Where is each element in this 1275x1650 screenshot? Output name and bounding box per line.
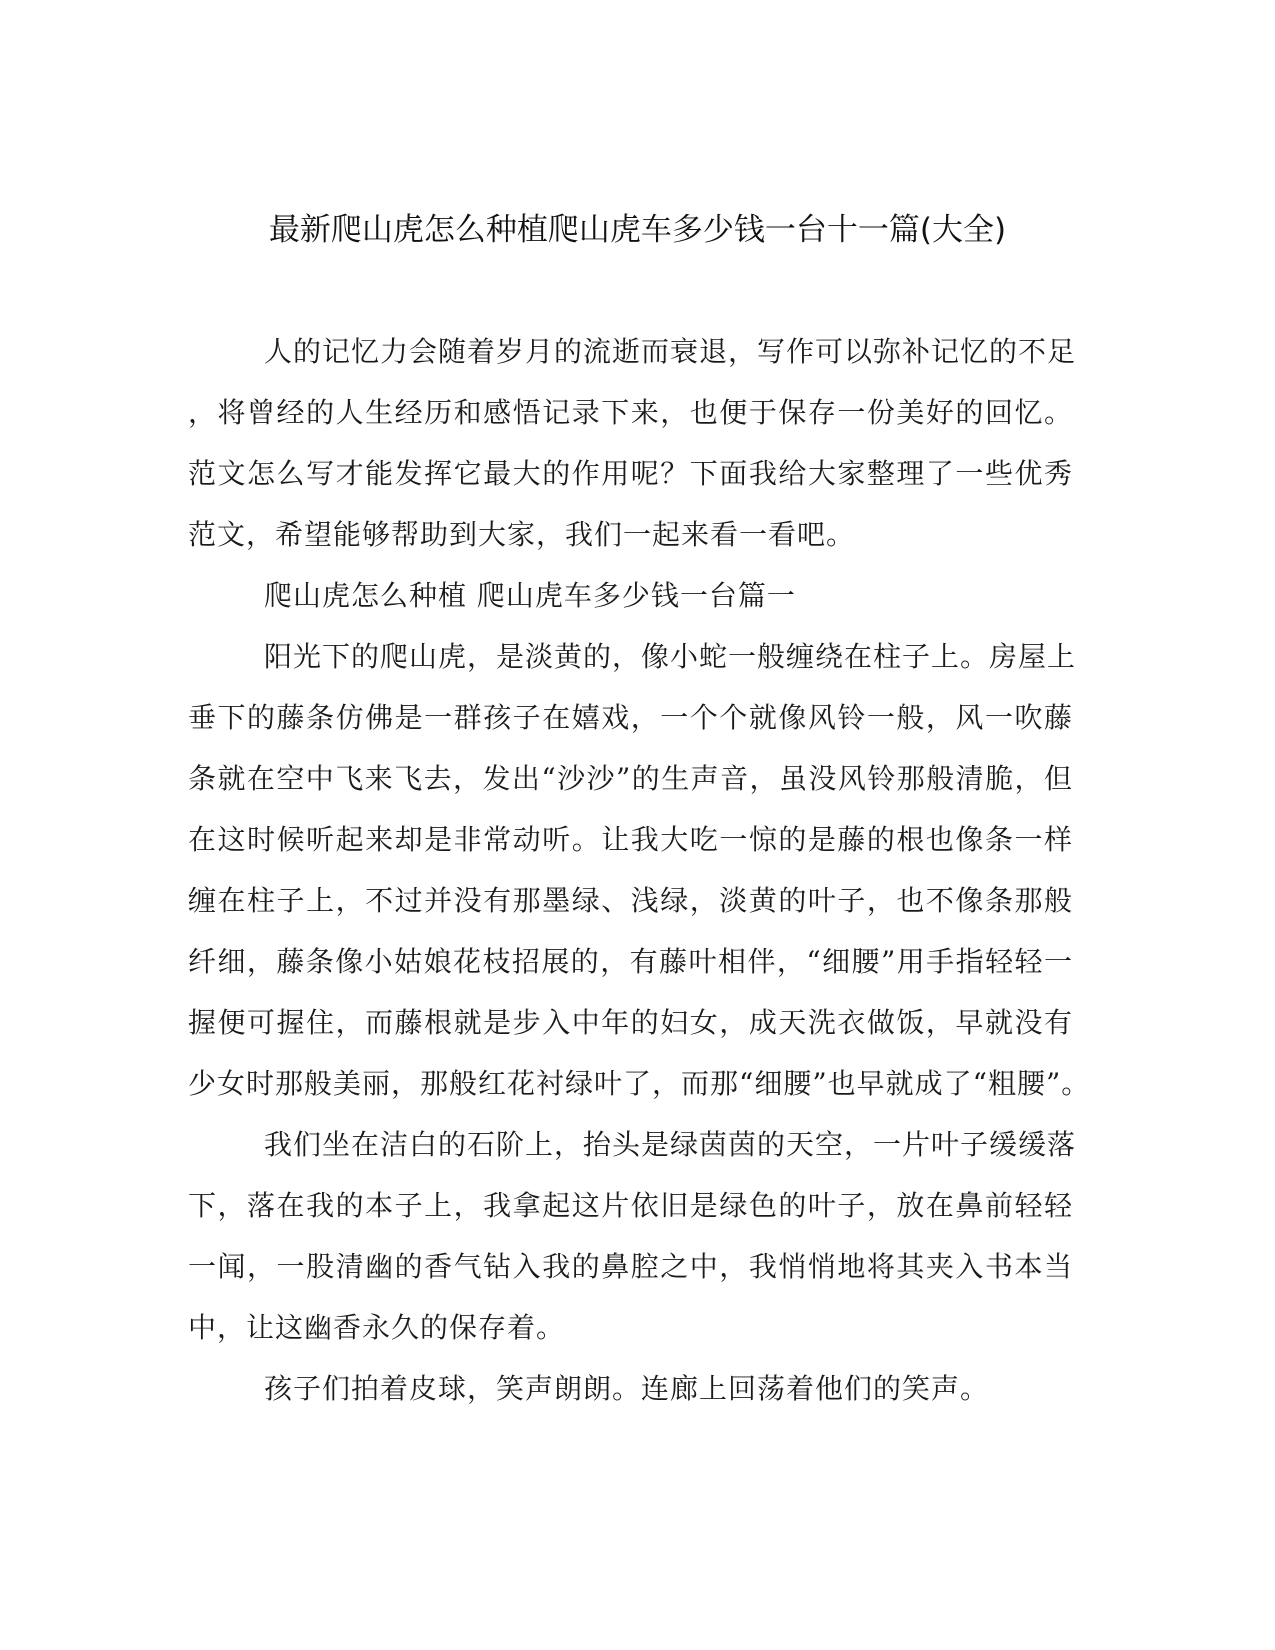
section-heading: 爬山虎怎么种植 爬山虎车多少钱一台篇一 xyxy=(264,579,796,612)
paragraph-3-line-1: 孩子们拍着皮球，笑声朗朗。连廊上回荡着他们的笑声。 xyxy=(264,1372,990,1405)
paragraph-1-line-3: 条就在空中飞来飞去，发出“沙沙”的生声音，虽没风铃那般清脆，但 xyxy=(188,762,1073,795)
paragraph-1-line-8: 少女时那般美丽，那般红花衬绿叶了，而那“细腰”也早就成了“粗腰”。 xyxy=(188,1067,1091,1100)
intro-line-2: ，将曾经的人生经历和感悟记录下来，也便于保存一份美好的回忆。 xyxy=(188,396,1073,429)
intro-line-1: 人的记忆力会随着岁月的流逝而衰退，写作可以弥补记忆的不足 xyxy=(264,335,1077,368)
intro-line-4: 范文，希望能够帮助到大家，我们一起来看一看吧。 xyxy=(188,518,856,551)
document-title: 最新爬山虎怎么种植爬山虎车多少钱一台十一篇(大全) xyxy=(268,212,1007,248)
paragraph-1-line-4: 在这时候听起来却是非常动听。让我大吃一惊的是藤的根也像条一样 xyxy=(188,823,1073,856)
paragraph-1-line-2: 垂下的藤条仿佛是一群孩子在嬉戏，一个个就像风铃一般，风一吹藤 xyxy=(188,701,1073,734)
paragraph-2-line-4: 中，让这幽香永久的保存着。 xyxy=(188,1311,566,1344)
intro-line-3: 范文怎么写才能发挥它最大的作用呢？下面我给大家整理了一些优秀 xyxy=(188,457,1073,490)
paragraph-1-line-5: 缠在柱子上，不过并没有那墨绿、浅绿，淡黄的叶子，也不像条那般 xyxy=(188,884,1073,917)
paragraph-2-line-2: 下，落在我的本子上，我拿起这片依旧是绿色的叶子，放在鼻前轻轻 xyxy=(188,1189,1073,1222)
paragraph-1-line-7: 握便可握住，而藤根就是步入中年的妇女，成天洗衣做饭，早就没有 xyxy=(188,1006,1073,1039)
document-body xyxy=(188,330,1091,1428)
paragraph-1-line-1: 阳光下的爬山虎，是淡黄的，像小蛇一般缠绕在柱子上。房屋上 xyxy=(264,640,1077,673)
paragraph-2-line-1: 我们坐在洁白的石阶上，抬头是绿茵茵的天空，一片叶子缓缓落 xyxy=(264,1128,1077,1161)
paragraph-1-line-6: 纤细，藤条像小姑娘花枝招展的，有藤叶相伴，“细腰”用手指轻轻一 xyxy=(188,945,1073,978)
paragraph-2-line-3: 一闻，一股清幽的香气钻入我的鼻腔之中，我悄悄地将其夹入书本当 xyxy=(188,1250,1073,1283)
